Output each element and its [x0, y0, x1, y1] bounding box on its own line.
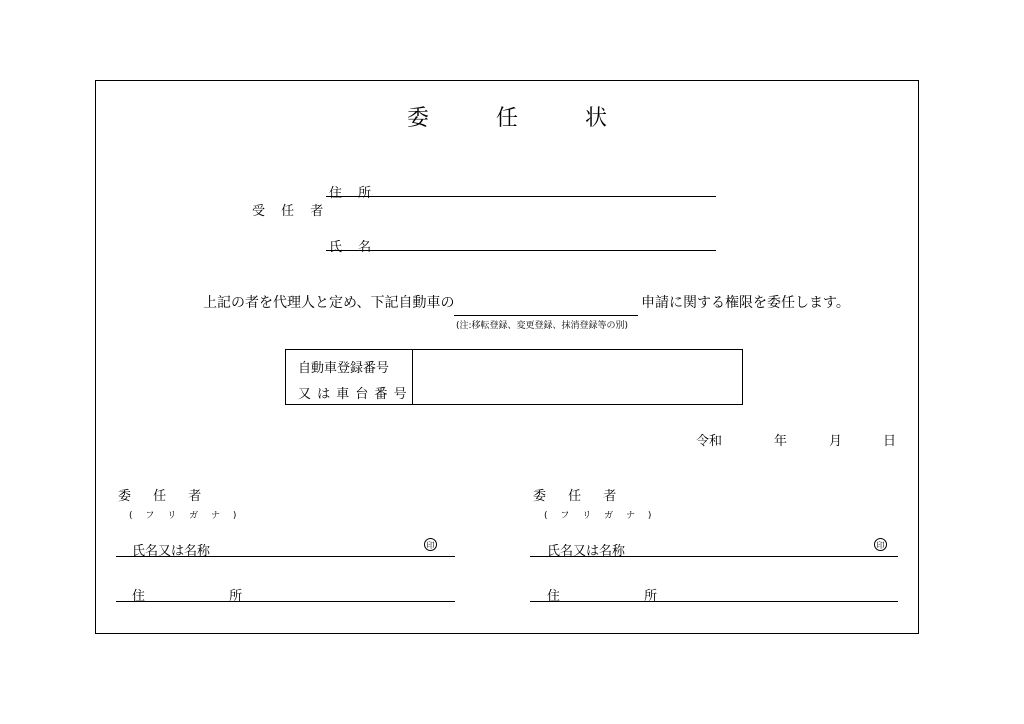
- registration-number-label: 自動車登録番号: [298, 361, 390, 376]
- principal-left-address-label: 住 所: [132, 589, 283, 604]
- date-year: 年: [774, 434, 788, 449]
- principal-left-seal-icon: 印: [424, 538, 437, 551]
- principal-right-address-field[interactable]: [530, 601, 898, 602]
- principal-left-name-field[interactable]: [116, 556, 455, 557]
- proxy-section-label: 受 任 者: [252, 204, 330, 219]
- date-month: 月: [829, 434, 843, 449]
- date-era: 令和: [696, 434, 723, 449]
- proxy-name-field[interactable]: [326, 250, 716, 251]
- principal-left-furigana-label: ( フ リ ガ ナ ): [129, 511, 242, 521]
- principal-left-section-label: 委 任 者: [118, 489, 211, 504]
- proxy-address-field[interactable]: [326, 196, 716, 197]
- date-day: 日: [883, 434, 897, 449]
- statement-suffix: 申請に関する権限を委任します。: [641, 295, 850, 311]
- document-title: 委 任 状: [407, 106, 637, 131]
- principal-right-name-field[interactable]: [530, 556, 898, 557]
- vehicle-label-column: [286, 350, 413, 404]
- principal-right-name-label: 氏名又は名称: [547, 544, 626, 559]
- vehicle-number-field[interactable]: [413, 350, 742, 403]
- principal-left-name-label: 氏名又は名称: [132, 544, 211, 559]
- principal-right-furigana-label: ( フ リ ガ ナ ): [544, 511, 657, 521]
- vehicle-number-table: [285, 349, 743, 405]
- proxy-name-label: 氏 名: [329, 240, 378, 255]
- application-type-note: (注:移転登録、変更登録、抹消登録等の別): [456, 321, 629, 331]
- principal-right-seal-icon: 印: [874, 538, 887, 551]
- principal-right-address-label: 住 所: [547, 589, 698, 604]
- principal-right-section-label: 委 任 者: [533, 489, 626, 504]
- application-type-field[interactable]: [454, 315, 638, 316]
- principal-left-address-field[interactable]: [116, 601, 455, 602]
- power-of-attorney-form: [95, 80, 919, 634]
- statement-prefix: 上記の者を代理人と定め、下記自動車の: [203, 295, 455, 311]
- chassis-number-label: 又 は 車 台 番 号: [298, 387, 408, 402]
- proxy-address-label: 住 所: [329, 186, 378, 201]
